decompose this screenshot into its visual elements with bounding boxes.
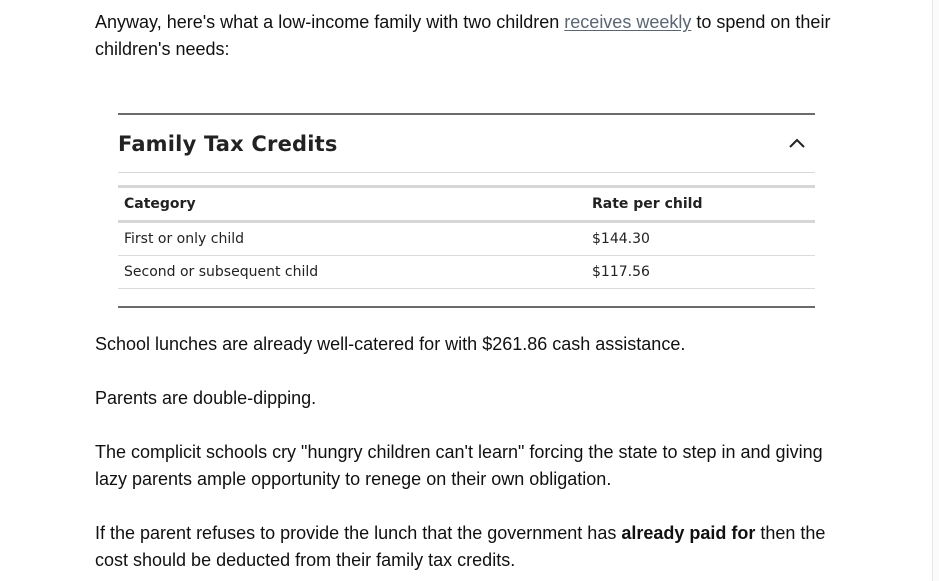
table-cell-rate: $144.30	[586, 222, 815, 256]
deduction-emphasis: already paid for	[621, 523, 756, 543]
deduction-text-before: If the parent refuses to provide the lunch that the government has	[95, 523, 622, 543]
column-header-category: Category	[118, 187, 586, 222]
accordion-header[interactable]	[118, 115, 815, 173]
accordion-title: Family Tax Credits	[118, 131, 338, 156]
table-cell-rate: $117.56	[586, 256, 815, 289]
paragraph-double-dipping: Parents are double-dipping.	[95, 388, 317, 408]
tax-credits-table	[118, 185, 815, 289]
deduction-text-after: then the cost should be deducted from their family tax credits.	[95, 523, 826, 570]
article-content	[95, 9, 835, 574]
intro-paragraph	[95, 9, 835, 63]
intro-text-before: Anyway, here's what a low-income family with two children	[95, 12, 565, 32]
table-header-row	[118, 187, 815, 222]
family-tax-credits-accordion	[118, 113, 815, 308]
table-row	[118, 256, 815, 289]
table-row	[118, 222, 815, 256]
receives-weekly-link[interactable]: receives weekly	[564, 12, 692, 32]
scrollbar-track[interactable]	[932, 0, 939, 581]
intro-text-after: to spend on their children's needs:	[95, 12, 831, 59]
paragraph-cash-assistance: School lunches are already well-catered for with $261.86 cash assistance.	[95, 334, 686, 354]
column-header-rate: Rate per child	[586, 187, 815, 222]
paragraph-complicit-schools: The complicit schools cry "hungry children can't learn" forcing the state to step in and giving lazy parents ample opportunity to renege on their own obligation.	[95, 442, 823, 489]
chevron-up-icon[interactable]	[787, 134, 807, 154]
table-cell-category: First or only child	[118, 222, 586, 256]
paragraph-deduction	[95, 520, 835, 574]
table-cell-category: Second or subsequent child	[118, 256, 586, 289]
